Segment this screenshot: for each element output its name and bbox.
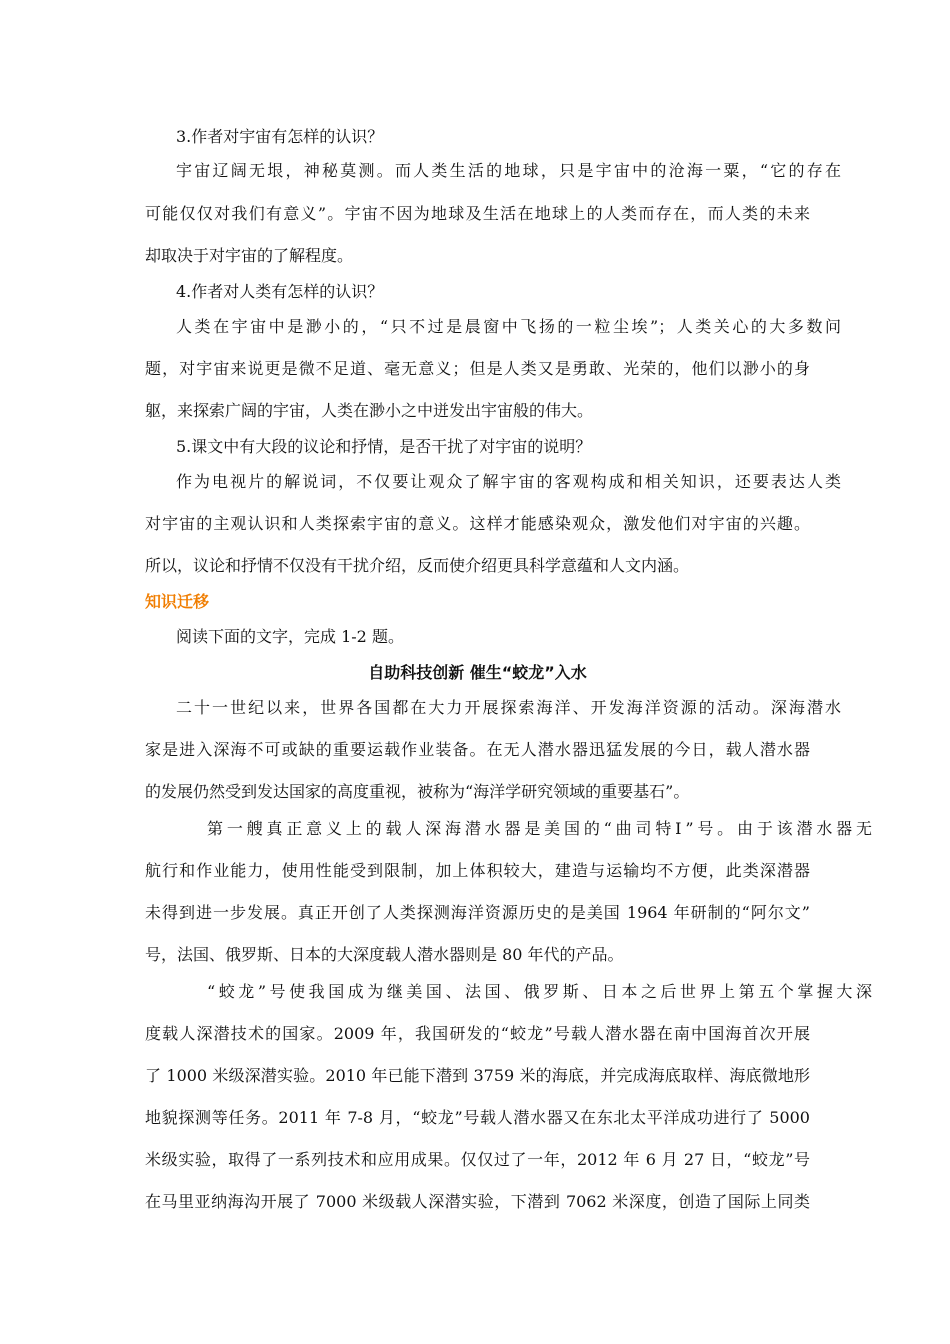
answer-4-line-2: 题，对宇宙来说更是微不足道、毫无意义；但是人类又是勇敢、光荣的，他们以渺小的身 <box>145 359 810 378</box>
section-heading: 知识迁移 <box>145 592 210 611</box>
paragraph-2-line-1: 第一艘真正意义上的载人深海潜水器是美国的“曲司特Ⅰ”号。由于该潜水器无 <box>207 819 872 838</box>
paragraph-3-line-5: 米级实验，取得了一系列技术和应用成果。仅仅过了一年，2012 年 6 月 27 日，“蛟龙”号 <box>145 1150 810 1169</box>
answer-5-line-1: 作为电视片的解说词，不仅要让观众了解宇宙的客观构成和相关知识，还要表达人类 <box>176 472 841 491</box>
paragraph-2-line-4: 号，法国、俄罗斯、日本的大深度载人潜水器则是 80 年代的产品。 <box>145 945 624 964</box>
question-3: 3.作者对宇宙有怎样的认识？ <box>176 127 384 146</box>
answer-3-line-2: 可能仅仅对我们有意义”。宇宙不因为地球及生活在地球上的人类而存在，而人类的未来 <box>145 204 810 223</box>
answer-3-line-3: 却取决于对宇宙的了解程度。 <box>145 246 354 265</box>
paragraph-2-line-3: 未得到进一步发展。真正开创了人类探测海洋资源历史的是美国 1964 年研制的“阿尔文” <box>145 903 810 922</box>
question-5: 5.课文中有大段的议论和抒情，是否干扰了对宇宙的说明？ <box>176 437 592 456</box>
paragraph-1-line-2: 家是进入深海不可或缺的重要运载作业装备。在无人潜水器迅猛发展的今日，载人潜水器 <box>145 740 810 759</box>
article-title: 自助科技创新 催生“蛟龙”入水 <box>368 663 587 682</box>
paragraph-3-line-3: 了 1000 米级深潜实验。2010 年已能下潜到 3759 米的海底，并完成海底取样、海底微地形 <box>145 1066 810 1085</box>
paragraph-3-line-4: 地貌探测等任务。2011 年 7-8 月，“蛟龙”号载人潜水器又在东北太平洋成功进行了 5000 <box>145 1108 810 1127</box>
paragraph-3-line-2: 度载人深潜技术的国家。2009 年，我国研发的“蛟龙”号载人潜水器在南中国海首次开展 <box>145 1024 810 1043</box>
answer-4-line-3: 躯，来探索广阔的宇宙，人类在渺小之中迸发出宇宙般的伟大。 <box>145 401 594 420</box>
paragraph-1-line-3: 的发展仍然受到发达国家的高度重视，被称为“海洋学研究领域的重要基石”。 <box>145 782 690 801</box>
paragraph-2-line-2: 航行和作业能力，使用性能受到限制，加上体积较大，建造与运输均不方便，此类深潜器 <box>145 861 810 880</box>
reading-instruction: 阅读下面的文字，完成 1-2 题。 <box>176 627 404 646</box>
answer-4-line-1: 人类在宇宙中是渺小的，“只不过是晨窗中飞扬的一粒尘埃”；人类关心的大多数问 <box>176 317 841 336</box>
answer-5-line-3: 所以，议论和抒情不仅没有干扰介绍，反而使介绍更具科学意蕴和人文内涵。 <box>145 556 690 575</box>
paragraph-3-line-6: 在马里亚纳海沟开展了 7000 米级载人深潜实验，下潜到 7062 米深度，创造了国际上同类 <box>145 1192 810 1211</box>
paragraph-3-line-1: “蛟龙”号使我国成为继美国、法国、俄罗斯、日本之后世界上第五个掌握大深 <box>207 982 872 1001</box>
question-4: 4.作者对人类有怎样的认识？ <box>176 282 384 301</box>
answer-3-line-1: 宇宙辽阔无垠，神秘莫测。而人类生活的地球，只是宇宙中的沧海一粟，“它的存在 <box>176 161 841 180</box>
paragraph-1-line-1: 二十一世纪以来，世界各国都在大力开展探索海洋、开发海洋资源的活动。深海潜水 <box>176 698 841 717</box>
answer-5-line-2: 对宇宙的主观认识和人类探索宇宙的意义。这样才能感染观众，激发他们对宇宙的兴趣。 <box>145 514 810 533</box>
